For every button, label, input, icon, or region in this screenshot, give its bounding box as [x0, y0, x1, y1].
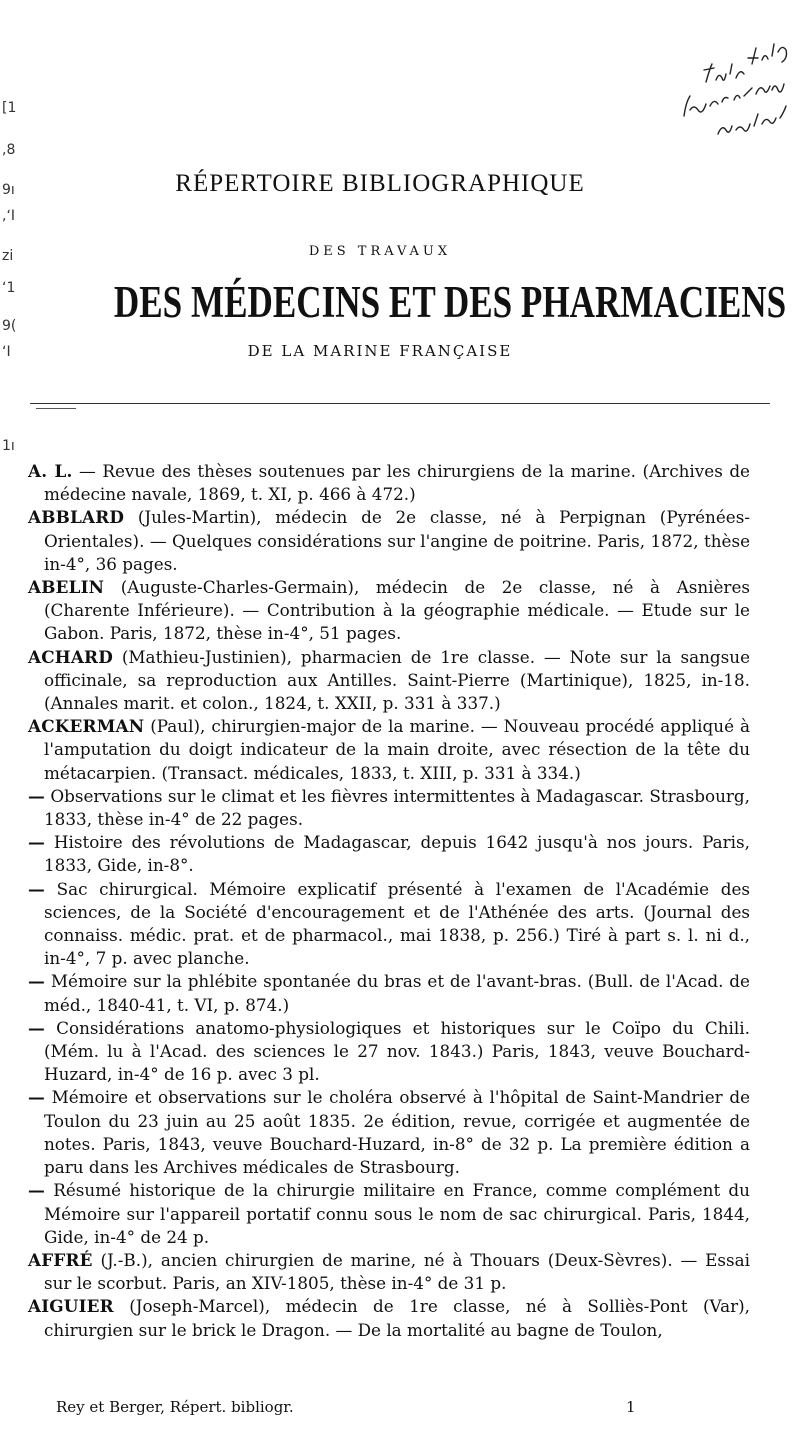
entry-dash: — [28, 1087, 45, 1108]
entry-author: AFFRÉ [28, 1249, 93, 1270]
entry-text: Observations sur le climat et les fièvres intermittentes à Madagascar. Strasbourg, 1833, thèse in-4° de 22 pages. [44, 785, 750, 830]
entry-dash: — [28, 878, 45, 899]
handwritten-note [644, 30, 794, 150]
entry-text: Mémoire et observations sur le choléra observé à l'hôpital de Saint-Mandrier de Toulon du 23 juin au 25 août 1835. 2e édition, revue, corrigée et augmentée de notes. Paris, 1843, veuve Bouchard-Huzard, in-8° de 32 p. La première édition a paru dans les Archives médicales de Strasbourg. [44, 1087, 750, 1178]
footer-citation: Rey et Berger, Répert. bibliogr. [56, 1398, 294, 1416]
divider-tick [36, 408, 76, 409]
handwriting-scribble-icon [644, 30, 794, 150]
entry [28, 576, 750, 646]
page-footer [56, 1398, 656, 1416]
entry-author: AIGUIER [28, 1296, 114, 1317]
title-line-2: DES TRAVAUX [308, 244, 452, 259]
entry [28, 878, 750, 971]
entry-text: (J.-B.), ancien chirurgien de marine, né à Thouars (Deux-Sèvres). — Essai sur le scorbut. Paris, an XIV-1805, thèse in-4° de 31 p. [44, 1249, 750, 1294]
entry-text: — Revue des thèses soutenues par les chirurgiens de la marine. (Archives de médecine navale, 1869, t. XI, p. 466 à 472.) [44, 461, 750, 505]
entry [28, 1179, 750, 1249]
header-divider [30, 403, 770, 404]
entry [28, 506, 750, 576]
entry [28, 1017, 750, 1087]
main-title: DES MÉDECINS ET DES PHARMACIENS [113, 277, 787, 327]
margin-mark: ʻ1 [2, 280, 16, 296]
entry [28, 970, 750, 1016]
margin-mark: zi [2, 248, 14, 264]
bibliography-entries [28, 460, 750, 1342]
entry-author: ACKERMAN [28, 716, 145, 737]
entry-author: ACHARD [28, 646, 113, 667]
margin-mark: [1 [2, 100, 17, 116]
page-header [113, 170, 787, 360]
margin-mark: ,ʻI [2, 208, 16, 224]
entry-text: (Mathieu-Justinien), pharmacien de 1re classe. — Note sur la sangsue officinale, sa reproduction aux Antilles. Saint-Pierre (Martinique), 1825, in-18. (Annales marit. et colon., 1824, t. XXII, p. 331 à 337.) [44, 646, 750, 714]
entry [28, 1295, 750, 1341]
entry-text: Sac chirurgical. Mémoire explicatif présenté à l'examen de l'Académie des sciences, de la Société d'encouragement et de l'Athénée des arts. (Journal des connaiss. médic. prat. et de pharmacol., mai 1838, p. 256.) Tiré à part s. l. ni d., in-4°, 7 p. avec planche. [44, 878, 750, 969]
page-number: 1 [626, 1398, 636, 1416]
entry [28, 646, 750, 716]
entry-text: (Jules-Martin), médecin de 2e classe, né à Perpignan (Pyrénées-Orientales). — Quelques considérations sur l'angine de poitrine. Paris, 1872, thèse in-4°, 36 pages. [44, 507, 750, 574]
entry [28, 460, 750, 506]
entry-text: Mémoire sur la phlébite spontanée du bras et de l'avant-bras. (Bull. de l'Acad. de méd., 1840-41, t. VI, p. 874.) [44, 971, 750, 1015]
entry-author: ABBLARD [28, 507, 125, 528]
entry [28, 1249, 750, 1295]
entry-text: Considérations anatomo-physiologiques et historiques sur le Coïpo du Chili. (Mém. lu à l'Acad. des sciences le 27 nov. 1843.) Paris, 1843, veuve Bouchard-Huzard, in-4° de 16 p. avec 3 pl. [44, 1017, 750, 1085]
entry-dash: — [28, 785, 45, 806]
margin-mark: ʻI [2, 344, 11, 360]
title-line-4: DE LA MARINE FRANÇAISE [247, 342, 513, 360]
title-line-1: RÉPERTOIRE BIBLIOGRAPHIQUE [175, 170, 585, 197]
margin-mark: 9( [2, 318, 17, 334]
entry [28, 1086, 750, 1179]
entry-text: Histoire des révolutions de Madagascar, depuis 1642 jusqu'à nos jours. Paris, 1833, Gide, in-8°. [44, 832, 750, 876]
entry-text: (Paul), chirurgien-major de la marine. — Nouveau procédé appliqué à l'amputation du doigt indicateur de la main droite, avec résection de la tête du métacarpien. (Transact. médicales, 1833, t. XIII, p. 331 à 334.) [44, 716, 750, 783]
entry-dash: — [28, 832, 45, 853]
entry [28, 831, 750, 877]
margin-mark: ,8 [2, 142, 16, 158]
entry [28, 785, 750, 831]
entry-text: (Auguste-Charles-Germain), médecin de 2e classe, né à Asnières (Charente Inférieure). — Contribution à la géographie médicale. — Etude sur le Gabon. Paris, 1872, thèse in-4°, 51 pages. [44, 577, 750, 644]
entry-author: ABELIN [28, 577, 105, 598]
entry-author: A. L. [28, 461, 73, 481]
entry [28, 715, 750, 785]
entry-text: Résumé historique de la chirurgie militaire en France, comme complément du Mémoire sur l'appareil portatif connu sous le nom de sac chirurgical. Paris, 1844, Gide, in-4° de 24 p. [44, 1180, 750, 1247]
entry-dash: — [28, 971, 45, 992]
entry-dash: — [28, 1017, 45, 1038]
entry-text: (Joseph-Marcel), médecin de 1re classe, né à Solliès-Pont (Var), chirurgien sur le brick le Dragon. — De la mortalité au bagne de Toulon, [44, 1296, 750, 1340]
entry-dash: — [28, 1180, 45, 1201]
margin-mark: 1ı [2, 438, 15, 454]
margin-mark: 9ı [2, 182, 15, 198]
